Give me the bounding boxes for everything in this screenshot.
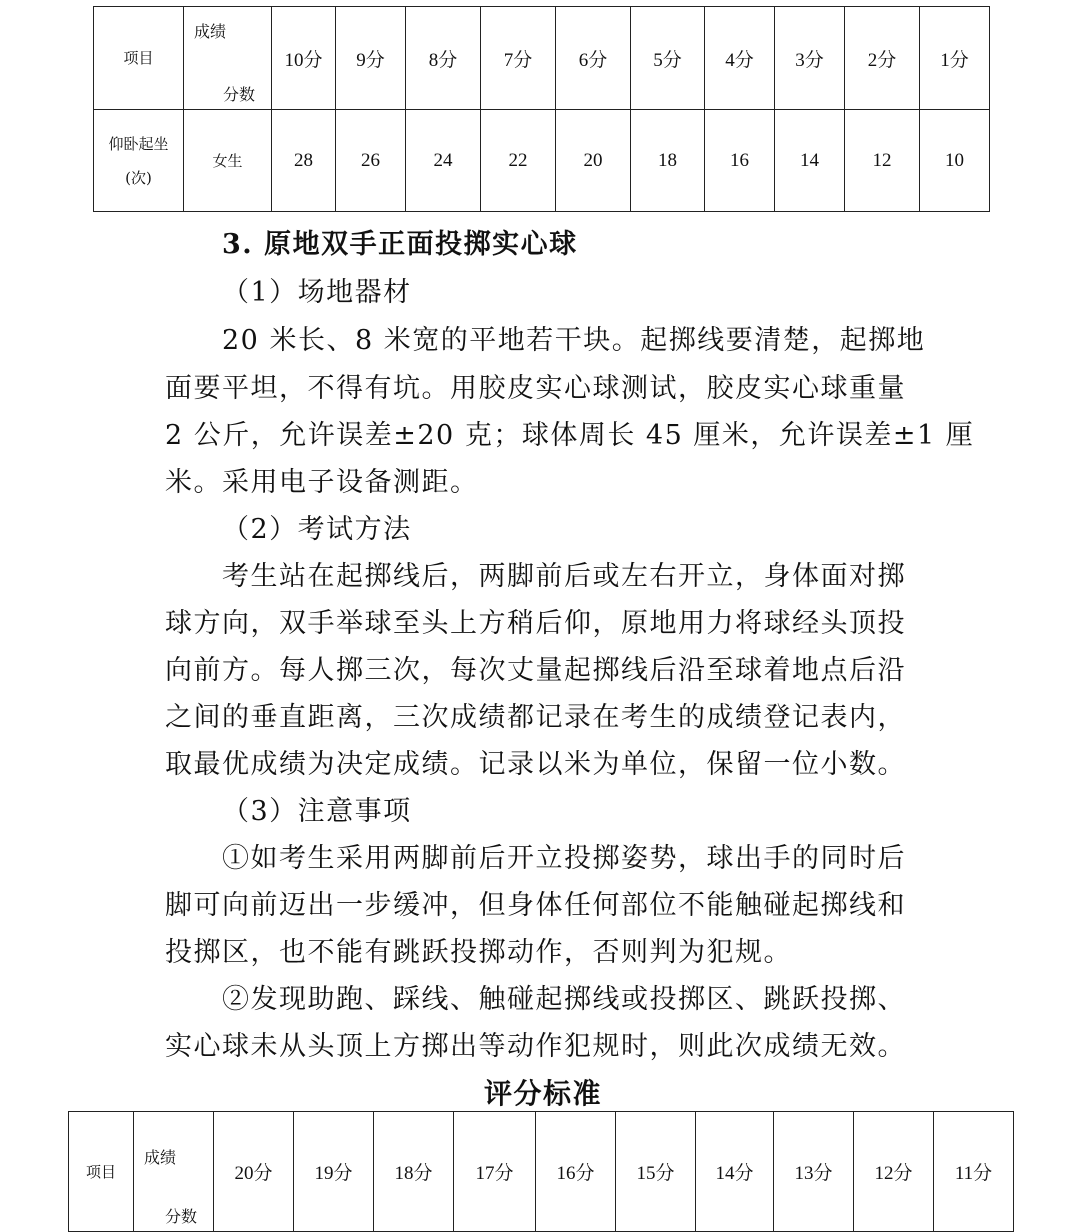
value-cell: 20 [556, 110, 631, 212]
paragraph-line: 20 米长、8 米宽的平地若干块。起掷线要清楚，起掷地 [222, 325, 926, 356]
subsection-notes: （3）注意事项 [222, 796, 412, 827]
diagonal-header [134, 1112, 214, 1232]
result-label: 成绩 [144, 1147, 177, 1167]
paragraph-line: 面要平坦，不得有坑。用胶皮实心球测试，胶皮实心球重量 [165, 373, 906, 404]
table-header-row [94, 7, 990, 110]
score-header: 14分 [696, 1112, 774, 1232]
score-label: 分数 [164, 1206, 197, 1226]
score-header: 3分 [775, 7, 845, 110]
score-header: 16分 [536, 1112, 616, 1232]
paragraph-line: 投掷区，也不能有跳跃投掷动作，否则判为犯规。 [165, 937, 792, 968]
paragraph-line: 实心球未从头顶上方掷出等动作犯规时，则此次成绩无效。 [165, 1031, 906, 1062]
subsection-method: （2）考试方法 [222, 514, 412, 545]
score-header: 5分 [631, 7, 705, 110]
score-header: 15分 [616, 1112, 696, 1232]
row-item-name: 仰卧起坐 [108, 134, 169, 153]
score-header: 19分 [294, 1112, 374, 1232]
paragraph-line: 向前方。每人掷三次，每次丈量起掷线后沿至球着地点后沿 [165, 655, 906, 686]
paragraph-line: 2 公斤，允许误差±20 克；球体周长 45 厘米，允许误差±1 厘 [165, 420, 975, 451]
subsection-equipment: （1）场地器材 [222, 277, 412, 308]
item-header: 项目 [69, 1112, 134, 1232]
value-cell: 16 [705, 110, 775, 212]
sit-up-score-table [93, 6, 990, 212]
score-header: 12分 [854, 1112, 934, 1232]
score-header: 18分 [374, 1112, 454, 1232]
paragraph-line: 考生站在起掷线后，两脚前后或左右开立，身体面对掷 [222, 561, 906, 592]
value-cell: 10 [920, 110, 990, 212]
value-cell: 24 [406, 110, 481, 212]
score-header: 9分 [336, 7, 406, 110]
shot-put-score-table [68, 1111, 1014, 1232]
item-header: 项目 [94, 7, 184, 110]
score-header: 20分 [214, 1112, 294, 1232]
value-cell: 28 [272, 110, 336, 212]
score-header: 4分 [705, 7, 775, 110]
score-header: 10分 [272, 7, 336, 110]
table-header-row [69, 1112, 1014, 1232]
value-cell: 14 [775, 110, 845, 212]
paragraph-line: ②发现助跑、踩线、触碰起掷线或投掷区、跳跃投掷、 [222, 984, 906, 1015]
value-cell: 12 [845, 110, 920, 212]
score-header: 8分 [406, 7, 481, 110]
paragraph-line: 之间的垂直距离，三次成绩都记录在考生的成绩登记表内， [165, 702, 906, 733]
score-header: 7分 [481, 7, 556, 110]
paragraph-line: 脚可向前迈出一步缓冲，但身体任何部位不能触碰起掷线和 [165, 890, 906, 921]
row-item-unit: (次) [125, 168, 152, 187]
value-cell: 26 [336, 110, 406, 212]
table-row [94, 110, 990, 212]
table-caption: 评分标准 [484, 1077, 603, 1110]
paragraph-line: ①如考生采用两脚前后开立投掷姿势，球出手的同时后 [222, 843, 906, 874]
result-label: 成绩 [194, 22, 227, 41]
score-label: 分数 [222, 85, 255, 104]
paragraph-line: 球方向，双手举球至头上方稍后仰，原地用力将球经头顶投 [165, 608, 906, 639]
row-item-cell [94, 110, 184, 212]
paragraph-line: 取最优成绩为决定成绩。记录以米为单位，保留一位小数。 [165, 749, 906, 780]
score-header: 2分 [845, 7, 920, 110]
score-header: 11分 [934, 1112, 1014, 1232]
score-header: 17分 [454, 1112, 536, 1232]
score-header: 13分 [774, 1112, 854, 1232]
score-header: 1分 [920, 7, 990, 110]
diagonal-header [184, 7, 272, 110]
value-cell: 18 [631, 110, 705, 212]
gender-cell: 女生 [184, 110, 272, 212]
section-title: 3. 原地双手正面投掷实心球 [222, 229, 578, 260]
value-cell: 22 [481, 110, 556, 212]
score-header: 6分 [556, 7, 631, 110]
paragraph-line: 米。采用电子设备测距。 [165, 467, 479, 498]
